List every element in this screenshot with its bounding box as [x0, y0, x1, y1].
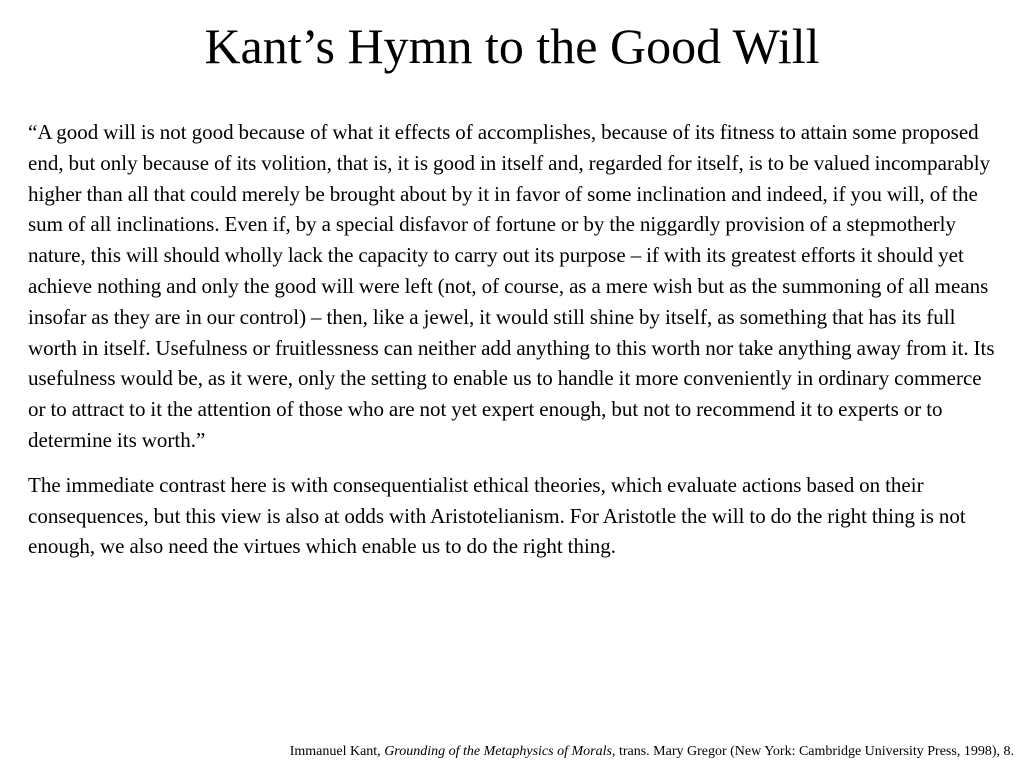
citation-details: , trans. Mary Gregor (New York: Cambridge University Press, 1998), 8. [611, 744, 1014, 759]
citation-footnote [290, 743, 1014, 761]
slide-body [28, 117, 1000, 562]
commentary-paragraph: The immediate contrast here is with consequentialist ethical theories, which evaluate actions based on their consequences, but this view is also at odds with Aristotelianism. For Aristotle the will to do the right thing is not enough, we also need the virtues which enable us to do the right thing. [28, 472, 966, 559]
slide-title: Kant’s Hymn to the Good Will [204, 18, 820, 74]
citation-author: Immanuel Kant, [289, 744, 385, 759]
citation-work-title: Grounding of the Metaphysics of Morals [384, 744, 612, 759]
kant-quote-paragraph: “A good will is not good because of what it effects of accomplishes, because of its fitness to attain some proposed end, but only because of its volition, that is, it is good in itself and, regarded for itself, is to be valued incomparably higher than all that could merely be brought about by it in favor of some inclination and indeed, if you will, of the sum of all inclinations. Even if, by a special disfavor of fortune or by the niggardly provision of a stepmotherly nature, this will should wholly lack the capacity to carry out its purpose – if with its greatest efforts it should yet achieve nothing and only the good will were left (not, of course, as a mere wish but as the summoning of all means insofar as they are in our control) – then, like a jewel, it would still shine by itself, as something that has its full worth in itself. Usefulness or fruitlessness can neither add anything to this worth nor take anything away from it. Its usefulness would be, as it were, only the setting to enable us to handle it more conveniently in ordinary commerce or to attract to it the attention of those who are not yet expert enough, but not to recommend it to experts or to determine its worth.” [28, 120, 995, 452]
